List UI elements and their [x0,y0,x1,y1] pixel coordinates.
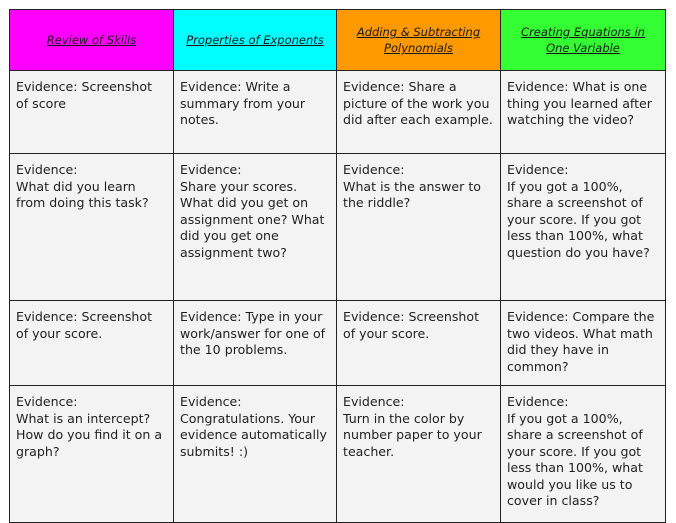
table-row [10,301,666,386]
header-review-of-skills: Review of Skills [10,10,174,71]
table-cell: Evidence: Congratulations. Your evidence automatically submits! :) [174,386,337,523]
table-cell: Evidence: Turn in the color by number paper to your teacher. [337,386,501,523]
table-row [10,154,666,301]
table-cell: Evidence: Compare the two videos. What math did they have in common? [501,301,666,386]
table-row [10,71,666,154]
table-cell: Evidence: What is the answer to the riddle? [337,154,501,301]
table-cell: Evidence: Write a summary from your notes. [174,71,337,154]
table-cell: Evidence: Screenshot of your score. [10,301,174,386]
table-cell: Evidence: What is an intercept? How do you find it on a graph? [10,386,174,523]
table-cell: Evidence: Share a picture of the work you did after each example. [337,71,501,154]
table-cell: Evidence: What did you learn from doing this task? [10,154,174,301]
header-creating-equations: Creating Equations in One Variable [501,10,666,71]
table-cell: Evidence: Screenshot of your score. [337,301,501,386]
header-properties-of-exponents: Properties of Exponents [174,10,337,71]
table-cell: Evidence: Share your scores. What did you get on assignment one? What did you get one assignment two? [174,154,337,301]
table-row [10,386,666,523]
table-cell: Evidence: If you got a 100%, share a screenshot of your score. If you got less than 100%, what question do you have? [501,154,666,301]
table-cell: Evidence: If you got a 100%, share a screenshot of your score. If you got less than 100%, what would you like us to cover in class? [501,386,666,523]
header-adding-subtracting-polynomials: Adding & Subtracting Polynomials [337,10,501,71]
header-row [10,10,666,71]
table-cell: Evidence: What is one thing you learned after watching the video? [501,71,666,154]
table-cell: Evidence: Type in your work/answer for one of the 10 problems. [174,301,337,386]
evidence-table [9,9,666,523]
table-cell: Evidence: Screenshot of score [10,71,174,154]
